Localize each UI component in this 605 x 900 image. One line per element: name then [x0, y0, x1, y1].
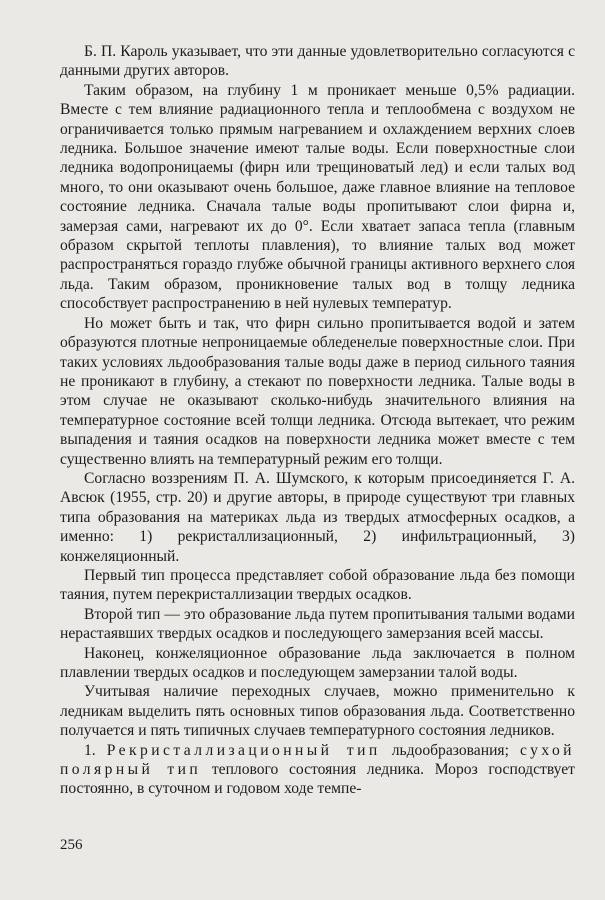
paragraph-5: Первый тип процесса представляет собой образование льда без помощи таяния, путем перекристаллизации твердых осадков.: [60, 566, 575, 604]
spaced-term-1: Рекристаллизационный тип: [106, 741, 381, 759]
paragraph-6: Второй тип — это образование льда путем пропитывания талыми водами нерастаявших твердых осадков и последующего замерзания всей массы.: [60, 605, 575, 643]
plain-text-2: теплового состояния ледника. Мороз господствует постоянно, в суточном и годовом ходе темпе-: [60, 761, 575, 798]
paragraph-2: Таким образом, на глубину 1 м проникает меньше 0,5% радиации. Вместе с тем влияние радиационного тепла и теплообмена с воздухом не ограничивается только прямым нагреванием и охлаждением верхних слоев ледника. Большое значение имеют талые воды. Если поверхностные слои ледника водопроницаемы (фирн или трещиноватый лед) и если талых вод много, то они оказывают очень большое, даже главное влияние на тепловое состояние ледника. Сначала талые воды пропитывают слои фирна и, замерзая сами, нагревают их до 0°. Если хватает запаса тепла (главным образом скрытой теплоты плавления), то влияние талых вод может распространяться гораздо глубже обычной границы активного верхнего слоя льда. Таким образом, проникновение талых вод в толщу ледника способствует распространению в ней нулевых температур.: [60, 81, 575, 313]
paragraph-4: Согласно воззрениям П. А. Шумского, к которым присоединяется Г. А. Авсюк (1955, стр. 20) и другие авторы, в природе существуют три главных типа образования на материках льда из твердых атмосферных осадков, а именно: 1) рекристаллизационный, 2) инфильтрационный, 3) конжеляционный.: [60, 469, 575, 565]
plain-text-1: льдообразования;: [391, 741, 509, 759]
page-number: 256: [60, 837, 83, 853]
body-text: [60, 42, 575, 799]
paragraph-1: Б. П. Кароль указывает, что эти данные удовлетворительно согласуются с данными других авторов.: [60, 43, 575, 80]
spaced-term-2: сухой полярный тип: [60, 741, 575, 779]
paragraph-3: Но может быть и так, что фирн сильно пропитывается водой и затем образуются плотные непроницаемые обледенелые поверхностные слои. При таких условиях льдообразования талые воды даже в период сильного таяния не проникают в глубину, а стекают по поверхности ледника. Талые воды в этом случае не оказывают сколько-нибудь значительного влияния на температурное состояние всей толщи ледника. Отсюда вытекает, что режим выпадения и таяния осадков на поверхности ледника может вместе с тем существенно влиять на температурный режим его толщи.: [60, 314, 575, 468]
paragraph-8: Учитывая наличие переходных случаев, можно применительно к ледникам выделить пять основных типов образования льда. Соответственно получается и пять типичных случаев температурного состояния ледников.: [60, 683, 575, 740]
paragraph-7: Наконец, конжеляционное образование льда заключается в полном плавлении твердых осадков и последующем замерзании талой воды.: [60, 644, 575, 681]
paragraph-9: [60, 741, 575, 799]
list-number: 1.: [84, 741, 96, 759]
